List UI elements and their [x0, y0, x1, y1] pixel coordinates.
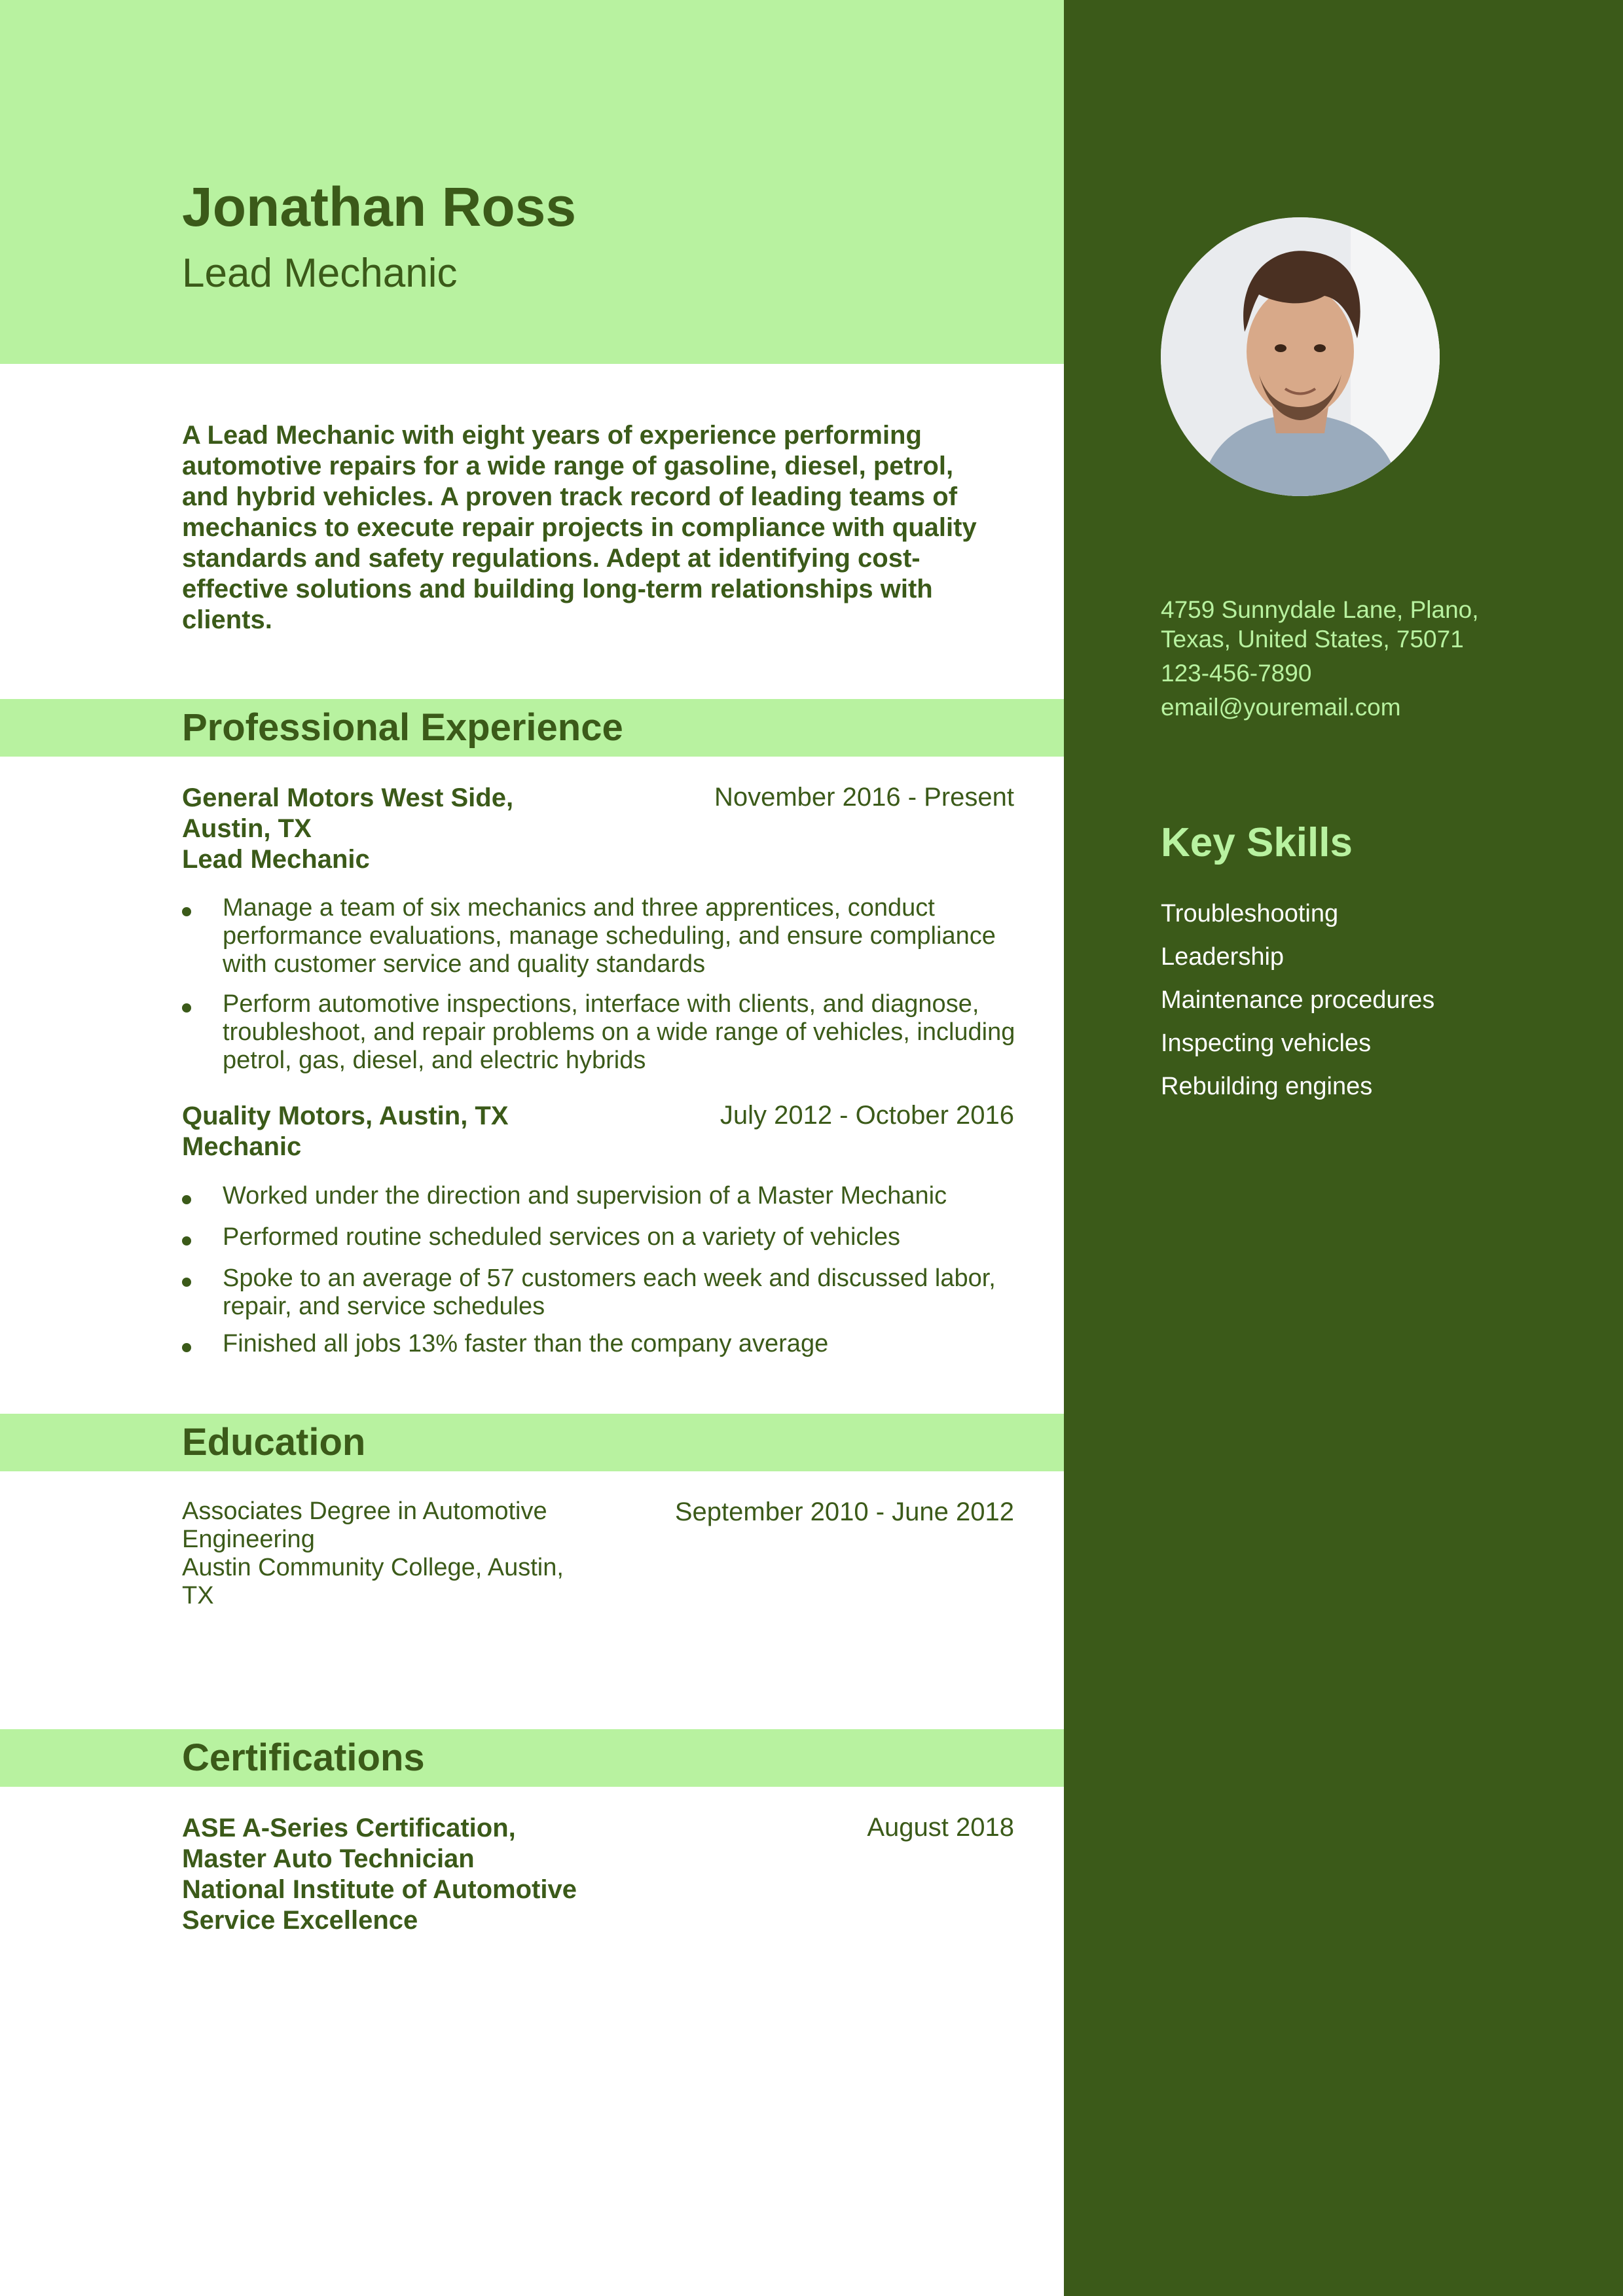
- skill-item: Leadership: [1161, 943, 1285, 971]
- summary-paragraph: A Lead Mechanic with eight years of experience performing automotive repairs for a wide range of gasoline, diesel, petrol, and hybrid vehicles. A proven track record of leading teams of mechanics to execute repair projects in compliance with quality standards and safety regulations. Adept at identifying cost-effective solutions and building long-term relationships with clients.: [182, 421, 977, 634]
- job-2-dates: July 2012 - October 2016: [720, 1101, 1014, 1130]
- skills-list: [1161, 899, 1434, 1115]
- bullet-icon: [182, 907, 191, 916]
- bullet-icon: [182, 1343, 191, 1352]
- certifications-section-band: [0, 1729, 1064, 1787]
- list-item: Performed routine scheduled services on a variety of vehicles: [182, 1223, 1020, 1251]
- cert-line3: National Institute of Automotive: [182, 1875, 577, 1904]
- bullet-icon: [182, 1278, 191, 1287]
- job-1-dates: November 2016 - Present: [714, 783, 1014, 812]
- list-item: Perform automotive inspections, interface with clients, and diagnose, troubleshoot, and repair problems on a wide range of vehicles, including petrol, gas, diesel, and electric hybrids: [182, 990, 1020, 1075]
- education-degree-line1: Associates Degree in Automotive: [182, 1498, 547, 1525]
- contact-address-line1: 4759 Sunnydale Lane, Plano,: [1161, 596, 1479, 623]
- job-2-role: Mechanic: [182, 1132, 302, 1161]
- job-1-role: Lead Mechanic: [182, 845, 370, 874]
- bullet-icon: [182, 1195, 191, 1204]
- education-dates: September 2010 - June 2012: [674, 1498, 1014, 1526]
- education-school-line2: TX: [182, 1582, 214, 1609]
- skill-item: Rebuilding engines: [1161, 1073, 1373, 1100]
- skill-item: Troubleshooting: [1161, 900, 1339, 927]
- candidate-title: Lead Mechanic: [182, 251, 458, 296]
- job-1-company-line1: General Motors West Side,: [182, 783, 514, 812]
- candidate-name: Jonathan Ross: [182, 176, 577, 238]
- education-heading: Education: [182, 1421, 366, 1463]
- list-item: Manage a team of six mechanics and three apprentices, conduct performance evaluations, manage scheduling, and ensure compliance with customer service and quality standards: [182, 894, 1020, 978]
- cert-line4: Service Excellence: [182, 1906, 418, 1935]
- cert-date: August 2018: [867, 1813, 1014, 1842]
- education-school-line1: Austin Community College, Austin,: [182, 1554, 564, 1581]
- job-1-company-line2: Austin, TX: [182, 814, 312, 843]
- education-section-band: [0, 1414, 1064, 1471]
- skill-item: Inspecting vehicles: [1161, 1030, 1372, 1057]
- skills-heading: Key Skills: [1161, 820, 1353, 865]
- profile-photo: [1161, 217, 1440, 496]
- skill-item: Maintenance procedures: [1161, 986, 1435, 1014]
- job-2-bullet-list: [182, 1182, 1020, 1370]
- contact-phone: 123-456-7890: [1161, 660, 1312, 687]
- bullet-icon: [182, 1236, 191, 1246]
- profile-photo-icon: [1161, 217, 1440, 496]
- education-degree-line2: Engineering: [182, 1526, 315, 1553]
- job-2-company: Quality Motors, Austin, TX: [182, 1102, 509, 1130]
- cert-line2: Master Auto Technician: [182, 1844, 475, 1873]
- job-1-bullet-list: [182, 894, 1020, 1086]
- contact-address-line2: Texas, United States, 75071: [1161, 626, 1464, 653]
- list-item: Worked under the direction and supervision of a Master Mechanic: [182, 1182, 1020, 1210]
- list-item: Finished all jobs 13% faster than the company average: [182, 1330, 1020, 1358]
- cert-line1: ASE A-Series Certification,: [182, 1814, 516, 1842]
- bullet-icon: [182, 1003, 191, 1013]
- contact-email: email@youremail.com: [1161, 694, 1401, 721]
- experience-heading: Professional Experience: [182, 706, 623, 749]
- list-item: Spoke to an average of 57 customers each week and discussed labor, repair, and service schedules: [182, 1265, 1020, 1321]
- certifications-heading: Certifications: [182, 1736, 425, 1779]
